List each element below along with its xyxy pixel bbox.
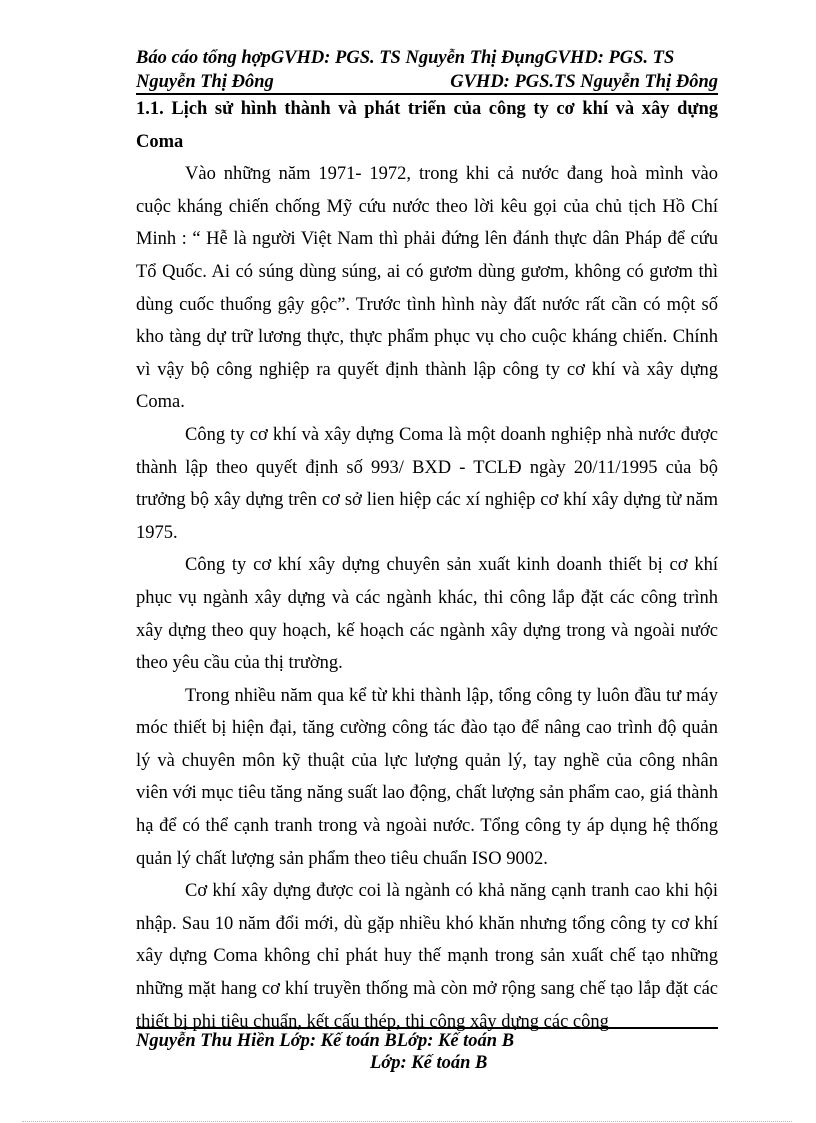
footer-divider [136, 1027, 718, 1029]
paragraph: Trong nhiều năm qua kể từ khi thành lập, tổng công ty luôn đầu tư máy móc thiết bị hiện đại, tăng cường công tác đào tạo để nâng cao trình độ quản lý và chuyên môn kỹ thuật của lực lượng quản lý, tay nghề của công nhân viên với mục tiêu tăng năng suất lao động, chất lượng sản phẩm cao, giá thành hạ để có thể cạnh tranh trong và ngoài nước. Tổng công ty áp dụng hệ thống quản lý chất lượng sản phẩm theo tiêu chuẩn ISO 9002. [136, 685, 718, 869]
header-supervisor: GVHD: PGS.TS Nguyễn Thị Đông [450, 72, 718, 92]
header-line-2 [136, 70, 718, 94]
paragraph: Vào những năm 1971- 1972, trong khi cả nước đang hoà mình vào cuộc kháng chiến chống Mỹ cứu nước theo lời kêu gọi của chủ tịch Hồ Chí Minh : “ Hễ là người Việt Nam thì phải đứng lên đánh thực dân Pháp để cứu Tổ Quốc. Ai có súng dùng súng, ai có gươm dùng gươm, không có gươm thì dùng cuốc thuổng gậy gộc”. Trước tình hình này đất nước rất cần có một số kho tàng dự trữ lương thực, thực phẩm phục vụ cho cuộc kháng chiến. Chính vì vậy bộ công nghiệp ra quyết định thành lập công ty cơ khí và xây dựng Coma. [136, 164, 718, 413]
section-heading-continued: Coma [136, 131, 184, 152]
paragraph: Công ty cơ khí xây dựng chuyên sản xuất kinh doanh thiết bị cơ khí phục vụ ngành xây dựng và các ngành khác, thi công lắp đặt các công trình xây dựng theo quy hoạch, kế hoạch các ngành xây dựng trong và ngoài nước theo yêu cầu của thị trường. [136, 555, 718, 674]
page-header [136, 46, 718, 94]
header-line-1: Báo cáo tổng hợpGVHD: PGS. TS Nguyễn Thị ĐụngGVHD: PGS. TS [136, 48, 675, 68]
header-author: Nguyễn Thị Đông [136, 72, 274, 92]
section-heading: 1.1. Lịch sử hình thành và phát triển của công ty cơ khí và xây dựng [136, 99, 718, 119]
paragraph: Cơ khí xây dựng được coi là ngành có khả năng cạnh tranh cao khi hội nhập. Sau 10 năm đổi mới, dù gặp nhiều khó khăn nhưng tổng công ty cơ khí xây dựng Coma không chỉ phát huy thế mạnh trong sản xuất chế tạo những những mặt hang cơ khí truyền thống mà còn mở rộng sang chế tạo lắp đặt các thiết bị phi tiêu chuẩn, kết cấu thép, thi công xây dựng các công [136, 881, 718, 1032]
footer-line-2: Lớp: Kế toán B [370, 1053, 488, 1073]
footer-line-1: Nguyễn Thu Hiền Lớp: Kế toán BLớp: Kế toán B [136, 1031, 515, 1051]
document-body [136, 93, 718, 1038]
paragraph: Công ty cơ khí và xây dựng Coma là một doanh nghiệp nhà nước được thành lập theo quyết định số 993/ BXD - TCLĐ ngày 20/11/1995 của bộ trưởng bộ xây dựng trên cơ sở lien hiệp các xí nghiệp cơ khí xây dựng từ năm 1975. [136, 424, 718, 543]
page-footer [136, 1030, 718, 1074]
page-bottom-border [22, 1121, 792, 1122]
